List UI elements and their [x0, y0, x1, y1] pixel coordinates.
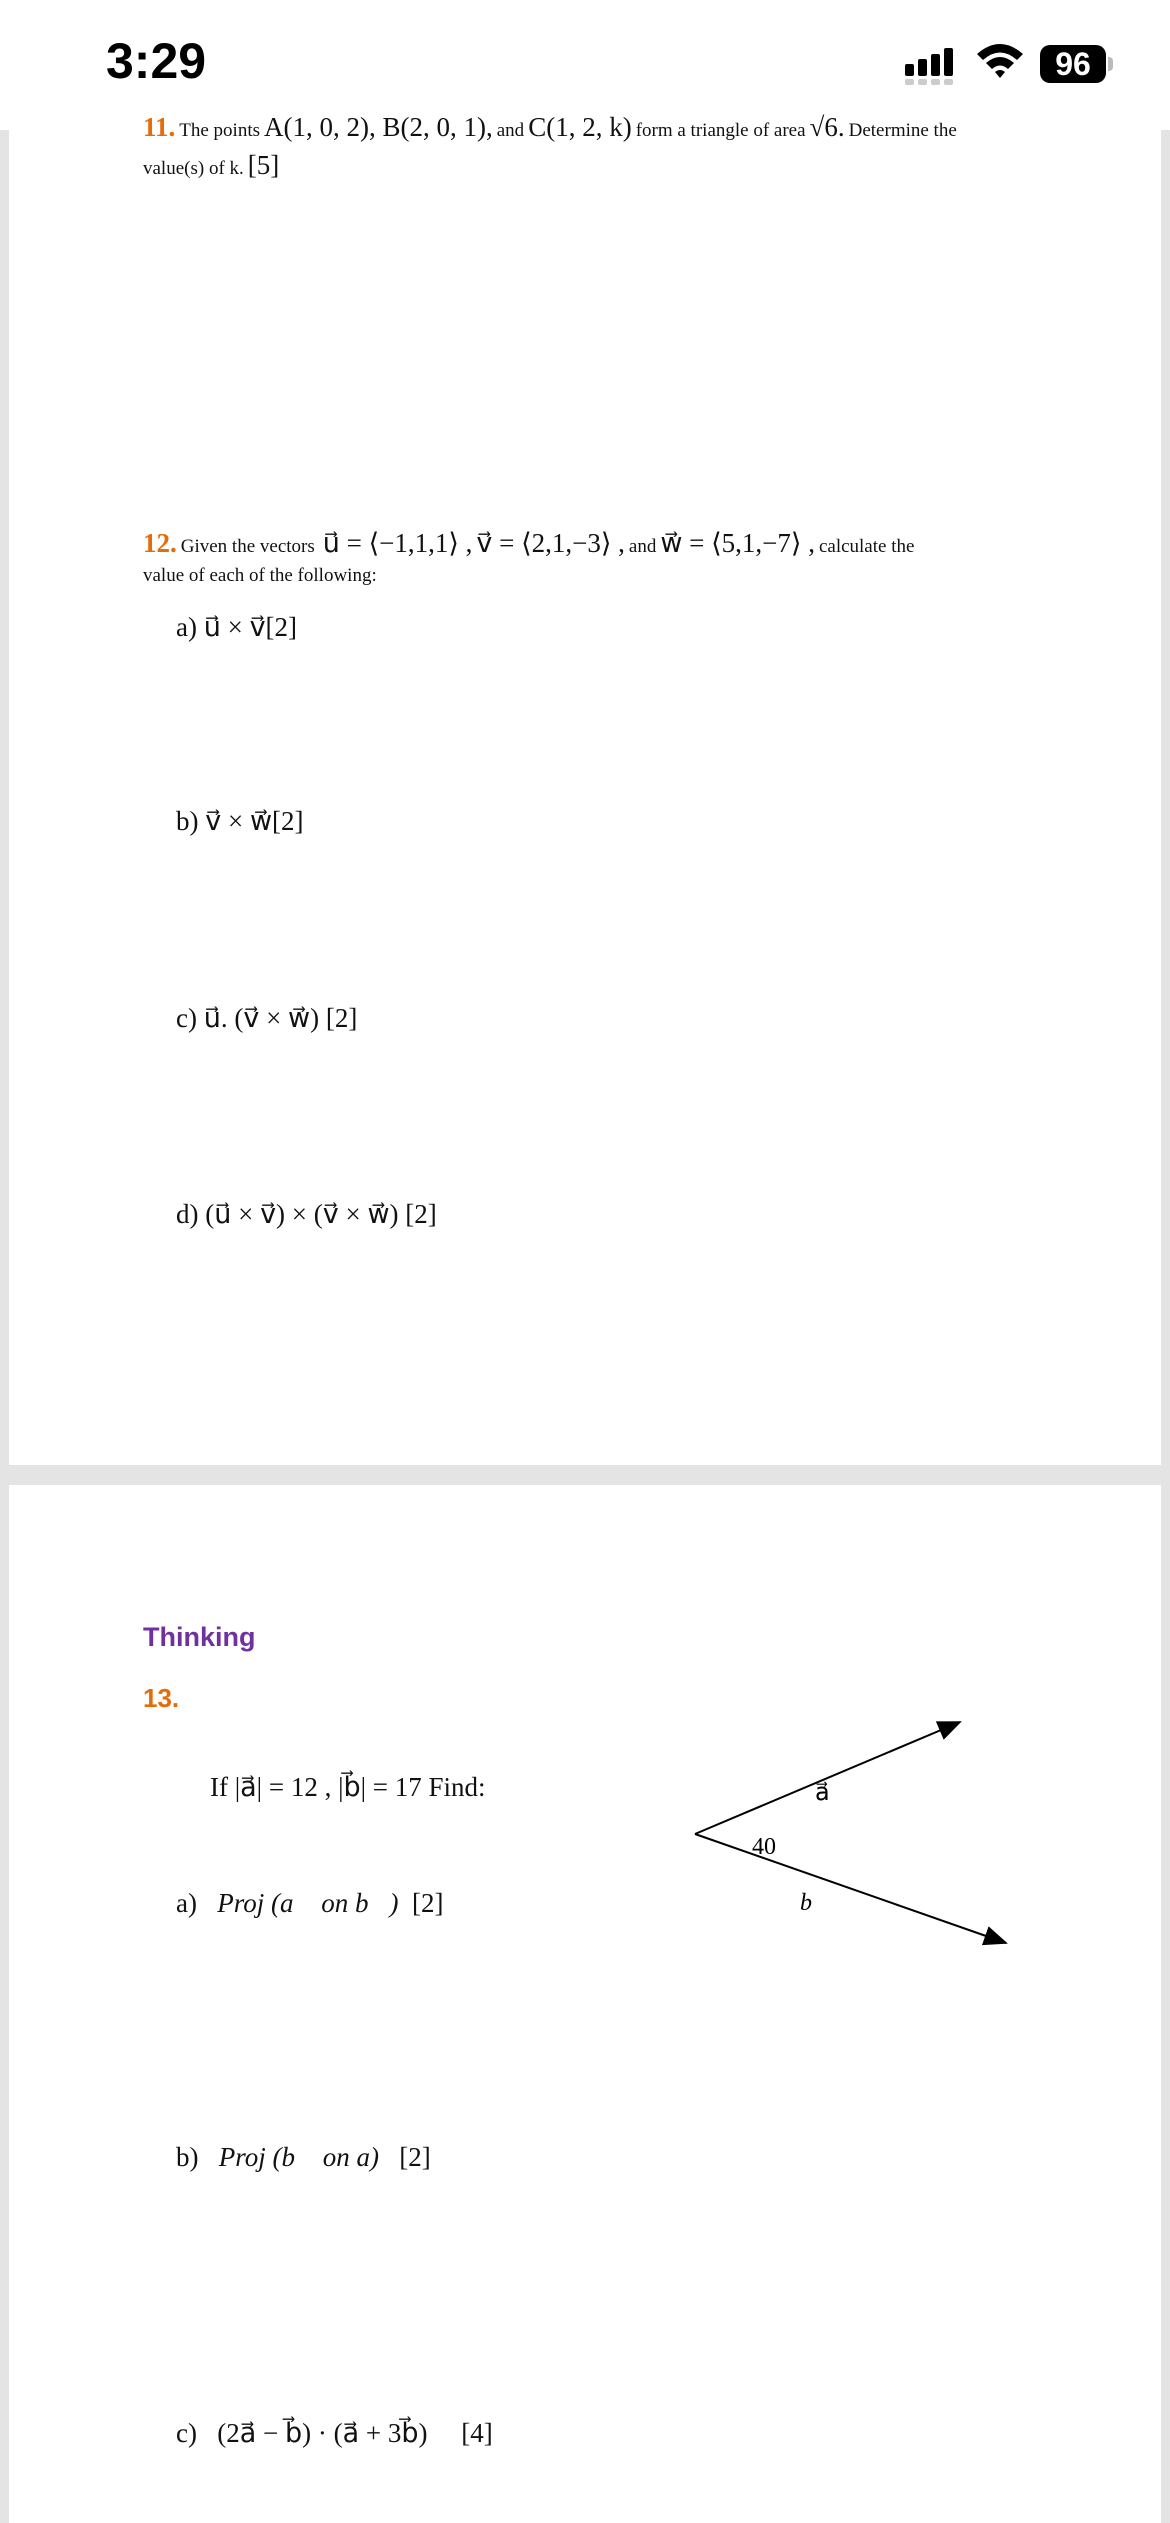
q12-part-b-expr: v⃗ × w⃗[2]: [205, 806, 304, 836]
vector-b-arrow: [695, 1834, 1006, 1943]
battery-icon: [1040, 45, 1106, 83]
q12-part-d-label: d): [176, 1199, 199, 1229]
q11-line-1: [143, 112, 957, 143]
q11-mid: form a triangle of area: [635, 120, 806, 141]
q13-part-b: [176, 2142, 431, 2173]
q11-point-c: C(1, 2, k): [528, 112, 632, 142]
q13-part-a: [176, 1888, 443, 1919]
q12-post: calculate the: [818, 536, 915, 557]
q11-and: and: [496, 120, 525, 141]
vector-a-arrow: [695, 1722, 960, 1834]
q12-line-1: [143, 528, 914, 559]
status-bar: [0, 0, 1170, 130]
q12-pre: Given the vectors: [180, 536, 315, 557]
q11-line2: value(s) of k.: [143, 158, 244, 179]
q12-part-b-label: b): [176, 806, 199, 836]
battery-nub: [1108, 57, 1113, 71]
signal-icon: [905, 46, 963, 86]
q11-line-2: [143, 150, 279, 181]
q11-post: Determine the: [848, 120, 957, 141]
q12-part-a-label: a): [176, 612, 197, 642]
q13-part-c: [176, 2418, 493, 2449]
q13-part-c-marks: [4]: [461, 2418, 493, 2448]
q11-number: 11.: [143, 112, 176, 142]
vector-a-label: a⃗: [815, 1780, 830, 1806]
q12-part-a: [176, 612, 297, 643]
q12-vector-v: v⃗ = ⟨2,1,−3⟩ ,: [476, 528, 625, 558]
q11-area: √6.: [809, 112, 845, 142]
vector-diagram: [680, 1700, 1020, 1960]
q12-part-c-label: c): [176, 1003, 197, 1033]
section-heading-thinking: Thinking: [143, 1622, 256, 1652]
q12-part-d-expr: (u⃗ × v⃗) × (v⃗ × w⃗) [2]: [205, 1199, 437, 1229]
angle-label: 40: [752, 1834, 776, 1860]
q12-part-b: [176, 806, 304, 837]
document-page-1: [9, 130, 1161, 1465]
q12-vector-w: w⃗ = ⟨5,1,−7⟩ ,: [660, 528, 815, 558]
q13-given: If |a⃗| = 12 , |b⃗| = 17 Find:: [210, 1772, 486, 1802]
q13-part-b-expr: Proj (b⃗ on a): [218, 2142, 379, 2172]
q12-line-2: value of each of the following:: [143, 565, 377, 586]
q12-part-c-expr: u⃗. (v⃗ × w⃗) [2]: [203, 1003, 358, 1033]
q12-part-d: [176, 1199, 437, 1230]
wifi-icon: [975, 40, 1025, 80]
q13-part-b-marks: [2]: [399, 2142, 431, 2172]
battery-level: 96: [1055, 45, 1091, 82]
q11-pre: The points: [179, 120, 261, 141]
q12-vector-u: u⃗ = ⟨−1,1,1⟩ ,: [322, 528, 473, 558]
q13-part-c-expr: (2a⃗ − b⃗) · (a⃗ + 3b⃗): [217, 2418, 428, 2448]
q13-part-a-marks: [2]: [411, 1888, 444, 1918]
q11-points: A(1, 0, 2), B(2, 0, 1),: [264, 112, 493, 142]
q12-number: 12.: [143, 528, 177, 558]
q13-part-a-label: a): [176, 1888, 197, 1918]
q13-part-c-label: c): [176, 2418, 197, 2448]
q12-part-a-expr: u⃗ × v⃗[2]: [203, 612, 298, 642]
q13-part-b-label: b): [176, 2142, 199, 2172]
status-time: 3:29: [106, 33, 207, 89]
q12-and: and: [628, 536, 657, 557]
q13-number: 13.: [143, 1683, 180, 1713]
q11-marks: [5]: [247, 150, 280, 180]
q12-part-c: [176, 1003, 357, 1034]
vector-b-label: b⃗: [800, 1890, 831, 1916]
q13-part-a-expr: Proj (a⃗ on b⃗): [217, 1888, 399, 1918]
